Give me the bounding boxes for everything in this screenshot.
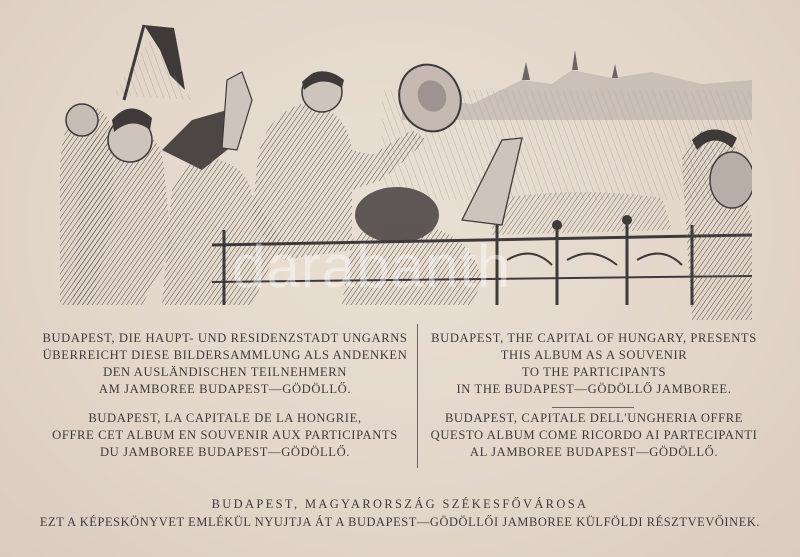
horizontal-divider [552, 407, 634, 408]
hungarian-caption-title: BUDAPEST, MAGYARORSZÁG SZÉKESFŐVÁROSA [211, 497, 589, 511]
caption-line: TO THE PARTICIPANTS [521, 365, 667, 379]
caption-line: AM JAMBOREE BUDAPEST—GÖDÖLLŐ. [98, 382, 352, 396]
caption-line: BUDAPEST, LA CAPITALE DE LA HONGRIE, [88, 411, 362, 425]
italian-caption [424, 410, 764, 461]
french-caption [40, 410, 410, 461]
caption-line: ÜBERREICHT DIESE BILDERSAMMLUNG ALS ANDENKEN [42, 348, 408, 362]
caption-line: DU JAMBOREE BUDAPEST—GÖDÖLLŐ. [99, 445, 351, 459]
hungarian-caption-text: EZT A KÉPESKÖNYVET EMLÉKÜL NYUJTJA ÁT A BUDAPEST—GÖDÖLLŐI JAMBOREE KÜLFÖLDI RÉSZTVEVŐINEK. [39, 515, 761, 529]
hungarian-caption [20, 495, 780, 531]
caption-line: DEN AUSLÄNDISCHEN TEILNEHMERN [103, 365, 347, 379]
caption-line: THIS ALBUM AS A SOUVENIR [500, 348, 688, 362]
caption-line: AL JAMBOREE BUDAPEST—GÖDÖLLŐ. [469, 445, 719, 459]
caption-line: QUESTO ALBUM COME RICORDO AI PARTECIPANTI [430, 428, 758, 442]
english-caption [424, 330, 764, 398]
left-caption-column [40, 330, 410, 473]
caption-line: IN THE BUDAPEST—GÖDÖLLŐ JAMBOREE. [456, 382, 732, 396]
caption-line: BUDAPEST, DIE HAUPT- UND RESIDENZSTADT UNGARNS [42, 331, 408, 345]
caption-line: BUDAPEST, THE CAPITAL OF HUNGARY, PRESENTS [431, 331, 757, 345]
caption-line: BUDAPEST, CAPITALE DELL'UNGHERIA OFFRE [444, 411, 744, 425]
right-caption-column [424, 330, 764, 473]
vertical-divider [417, 324, 418, 468]
watermark-text: darabanth [232, 233, 512, 300]
german-caption [40, 330, 410, 398]
caption-line: OFFRE CET ALBUM EN SOUVENIR AUX PARTICIPANTS [52, 428, 398, 442]
